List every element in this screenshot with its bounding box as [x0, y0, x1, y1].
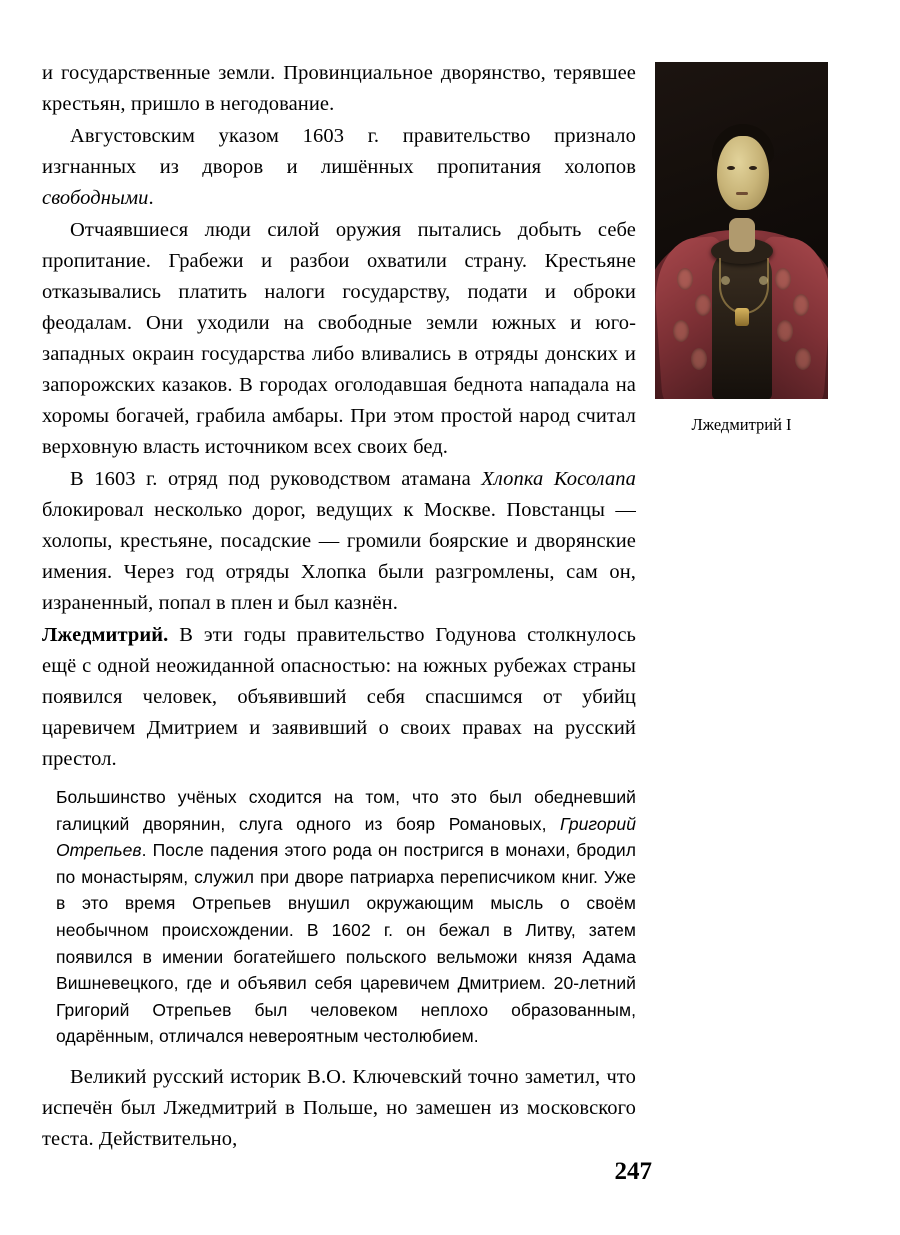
- neck-shape: [729, 218, 755, 252]
- face-shape: [717, 136, 769, 210]
- robe-ornament: [777, 320, 793, 342]
- jewel-glint: [721, 276, 730, 285]
- portrait-artwork: [655, 62, 828, 399]
- emphasis-khlopok-kosolap: Хлопка Косолапа: [481, 468, 637, 490]
- eye-right: [749, 166, 757, 170]
- pendant-jewel: [735, 308, 749, 326]
- robe-ornament: [795, 348, 811, 370]
- robe-ornament: [793, 294, 809, 316]
- eye-left: [727, 166, 735, 170]
- paragraph-continuation: [42, 58, 636, 120]
- emphasis-grigoriy-otrepyev: Григорий Отрепьев: [56, 813, 636, 861]
- inset-text-block: [56, 784, 636, 1050]
- paragraph-decree-1603: [42, 121, 636, 214]
- inset-text-end: . После падения этого рода он постригся в монахи, бродил по монастырям, служил при дворе патриарха переписчиком книг. Уже в это время Отрепьев внушил окружающим мысль о своём необычном происхождении. В 1602 г. он бежал в Литву, затем появился в имении богатейшего польского вельможи князя Адама Вишневецкого, где и объявил себя царевичем Дмитрием. 20-летний Григорий Отрепьев был человеком неплохо образованным, одарённым, отличался невероятным честолюбием.: [56, 840, 636, 1047]
- robe-ornament: [691, 348, 707, 370]
- emphasis-svobodnymi: свободными: [42, 187, 149, 209]
- inset-paragraph: [56, 784, 636, 1050]
- paragraph-text-end: блокировал несколько дорог, ведущих к Москве. Повстанцы — холопы, крестьяне, посадские — громили боярские и дворянские имения. Через год отряды Хлопка были разгромлены, сам он, израненный, попал в плен и был казнён.: [42, 499, 636, 614]
- paragraph-desperate-people: [42, 215, 636, 463]
- portrait-image: [655, 62, 828, 399]
- figure-block: [655, 62, 828, 435]
- paragraph-text: Великий русский историк В.О. Ключевский точно заметил, что испечён был Лжедмитрий в Польше, но замешен из московского теста. Действительно,: [42, 1066, 636, 1150]
- tail-text-block: [42, 1062, 636, 1156]
- necklace-chain: [719, 258, 769, 314]
- figure-caption: Лжедмитрий I: [691, 415, 792, 434]
- mouth-shape: [736, 192, 748, 195]
- inset-text: Большинство учёных сходится на том, что это был обедневший галицкий дворянин, слуга одного из бояр Романовых,: [56, 787, 636, 834]
- robe-ornament: [677, 268, 693, 290]
- body-text-column: [42, 58, 636, 776]
- section-heading-inline: Лжедмитрий.: [42, 624, 169, 646]
- paragraph-khlopok: [42, 464, 636, 619]
- paragraph-lzhedmitriy: [42, 620, 636, 775]
- page-number: 247: [614, 1158, 652, 1185]
- robe-ornament: [775, 268, 791, 290]
- jewel-glint: [759, 276, 768, 285]
- paragraph-text: Августовским указом 1603 г. правительство признало изгнанных из дворов и лишённых пропитания холопов: [42, 125, 636, 178]
- paragraph-text: В 1603 г. отряд под руководством атамана: [70, 468, 482, 490]
- robe-ornament: [673, 320, 689, 342]
- paragraph-text: Отчаявшиеся люди силой оружия пытались добыть себе пропитание. Грабежи и разбои охватили страну. Крестьяне отказывались платить налоги государству, подати и оброки феодалам. Они уходили на свободные земли южных и юго-западных окраин государства либо вливались в отряды донских и запорожских казаков. В городах оголодавшая беднота нападала на хоромы богачей, грабила амбары. При этом простой народ считал верховную власть источником всех своих бед.: [42, 219, 636, 458]
- paragraph-text: В эти годы правительство Годунова столкнулось ещё с одной неожиданной опасностью: на южных рубежах страны появился человек, объявивший себя спасшимся от убийц царевичем Дмитрием и заявивший о своих правах на русский престол.: [42, 624, 636, 770]
- paragraph-text: и государственные земли. Провинциальное дворянство, терявшее крестьян, пришло в негодование.: [42, 62, 636, 115]
- robe-ornament: [695, 294, 711, 316]
- paragraph-klyuchevsky: [42, 1062, 636, 1155]
- paragraph-text-end: .: [148, 187, 154, 209]
